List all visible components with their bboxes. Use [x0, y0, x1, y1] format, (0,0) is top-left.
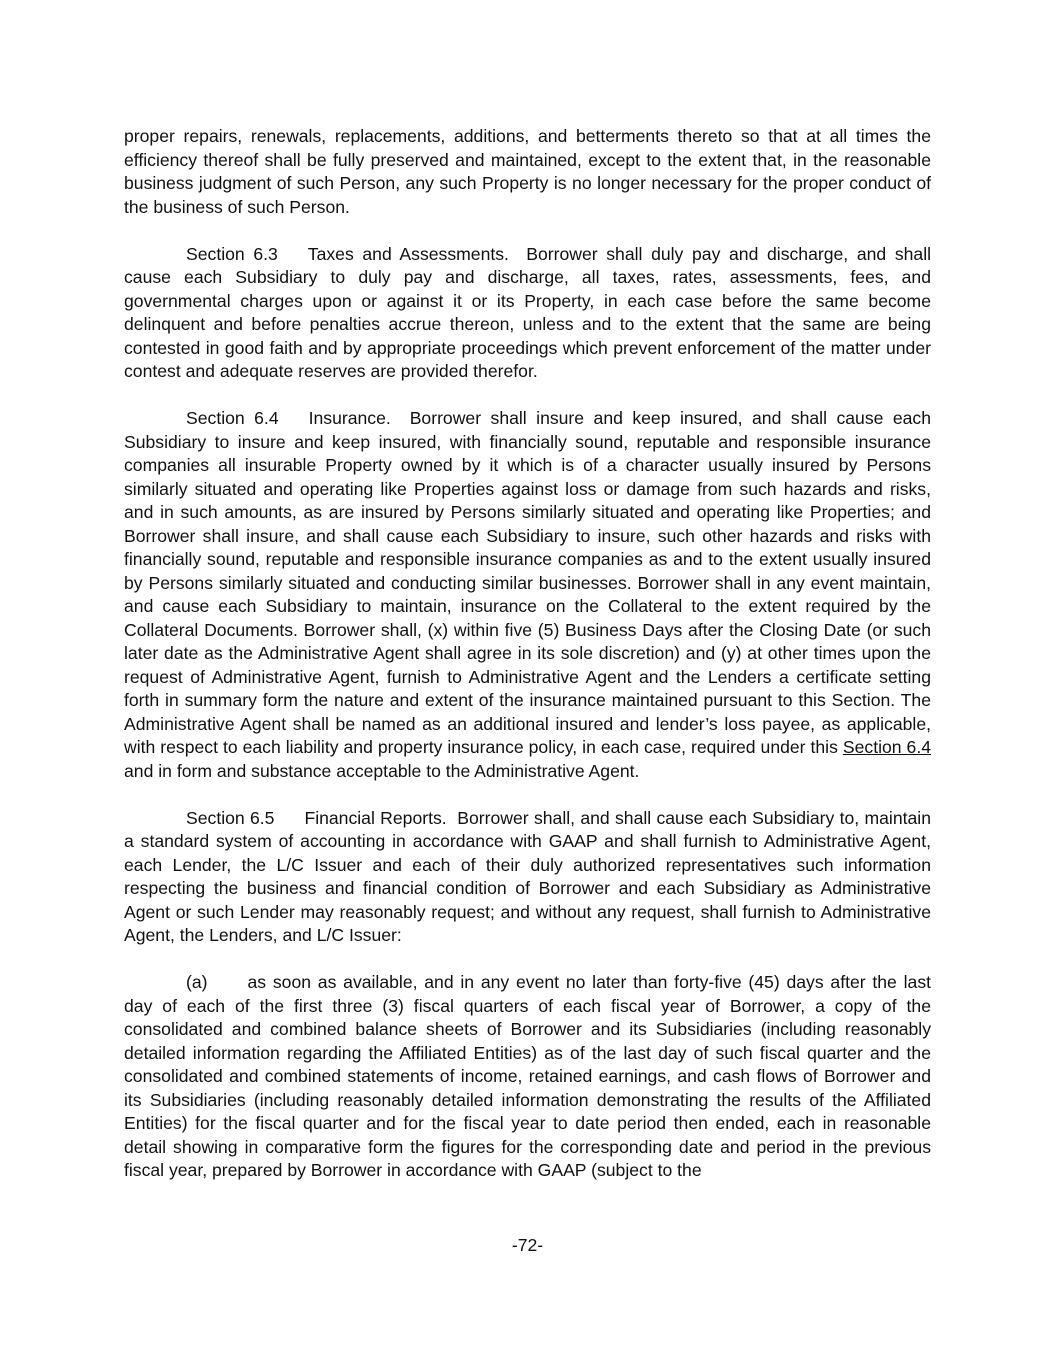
section-6-4-paragraph	[124, 407, 931, 783]
section-title: Taxes and Assessments.	[307, 243, 509, 264]
section-6-3-paragraph	[124, 243, 931, 384]
section-body: Borrower shall, and shall cause each Subsidiary to, maintain a standard system of accounting in accordance with GAAP and shall furnish to Administrative Agent, each Lender, the L/C Issuer and each of their duly authorized representatives such information respecting the business and financial condition of Borrower and each Subsidiary as Administrative Agent or such Lender may reasonably request; and without any request, shall furnish to Administrative Agent, the Lenders, and L/C Issuer:	[124, 807, 931, 945]
clause-label: (a)	[186, 972, 208, 992]
section-body: Borrower shall duly pay and discharge, and shall cause each Subsidiary to duly pay and discharge, all taxes, rates, assessments, fees, and governmental charges upon or against it or its Property, in each case before the same become delinquent and before penalties accrue thereon, unless and to the extent that the same are being contested in good faith and by appropriate proceedings which prevent enforcement of the matter under contest and adequate reserves are provided therefor.	[124, 243, 932, 381]
section-number: Section 6.4	[186, 408, 279, 428]
section-title: Insurance.	[308, 408, 391, 428]
section-6-5-paragraph	[124, 807, 931, 948]
continuation-paragraph	[124, 125, 931, 219]
page-number: -72-	[511, 1235, 544, 1255]
section-number: Section 6.5	[186, 807, 275, 828]
clause-body: as soon as available, and in any event no later than forty-five (45) days after the last day of each of the first three (3) fiscal quarters of each fiscal year of Borrower, a copy of the consolidated and combined balance sheets of Borrower and its Subsidiaries (including reasonably detailed information regarding the Affiliated Entities) as of the last day of such fiscal quarter and the consolidated and combined statements of income, retained earnings, and cash flows of Borrower and its Subsidiaries (including reasonably detailed information demonstrating the results of the Affiliated Entities) for the fiscal quarter and for the fiscal year to date period then ended, each in reasonable detail showing in comparative form the figures for the corresponding date and period in the previous fiscal year, prepared by Borrower in accordance with GAAP (subject to the	[124, 972, 931, 1180]
section-body-end: and in form and substance acceptable to the Administrative Agent.	[124, 760, 640, 781]
section-body: Borrower shall insure and keep insured, and shall cause each Subsidiary to insure and keep insured, with financially sound, reputable and responsible insurance companies all insurable Property owned by it which is of a character usually insured by Persons similarly situated and operating like Properties against loss or damage from such hazards and risks, and in such amounts, as are insured by Persons similarly situated and operating like Properties; and Borrower shall insure, and shall cause each Subsidiary to insure, such other hazards and risks with financially sound, reputable and responsible insurance companies as and to the extent usually insured by Persons similarly situated and conducting similar businesses. Borrower shall in any event maintain, and cause each Subsidiary to maintain, insurance on the Collateral to the extent required by the Collateral Documents. Borrower shall, (x) within five (5) Business Days after the Closing Date (or such later date as the Administrative Agent shall agree in its sole discretion) and (y) at other times upon the request of Administrative Agent, furnish to Administrative Agent and the Lenders a certificate setting forth in summary form the nature and extent of the insurance maintained pursuant to this Section. The Administrative Agent shall be named as an additional insured and lender’s loss payee, as applicable, with respect to each liability and property insurance policy, in each case, required under this	[124, 408, 932, 757]
continuation-text: proper repairs, renewals, replacements, additions, and betterments thereto so that at all times the efficiency thereof shall be fully preserved and maintained, except to the extent that, in the reasonable business judgment of such Person, any such Property is no longer necessary for the proper conduct of the business of such Person.	[124, 126, 931, 217]
clause-a-paragraph	[124, 971, 931, 1183]
section-number: Section 6.3	[186, 243, 278, 264]
section-title: Financial Reports.	[304, 807, 447, 828]
section-cross-reference: Section 6.4	[842, 737, 932, 757]
document-page	[124, 125, 931, 1206]
